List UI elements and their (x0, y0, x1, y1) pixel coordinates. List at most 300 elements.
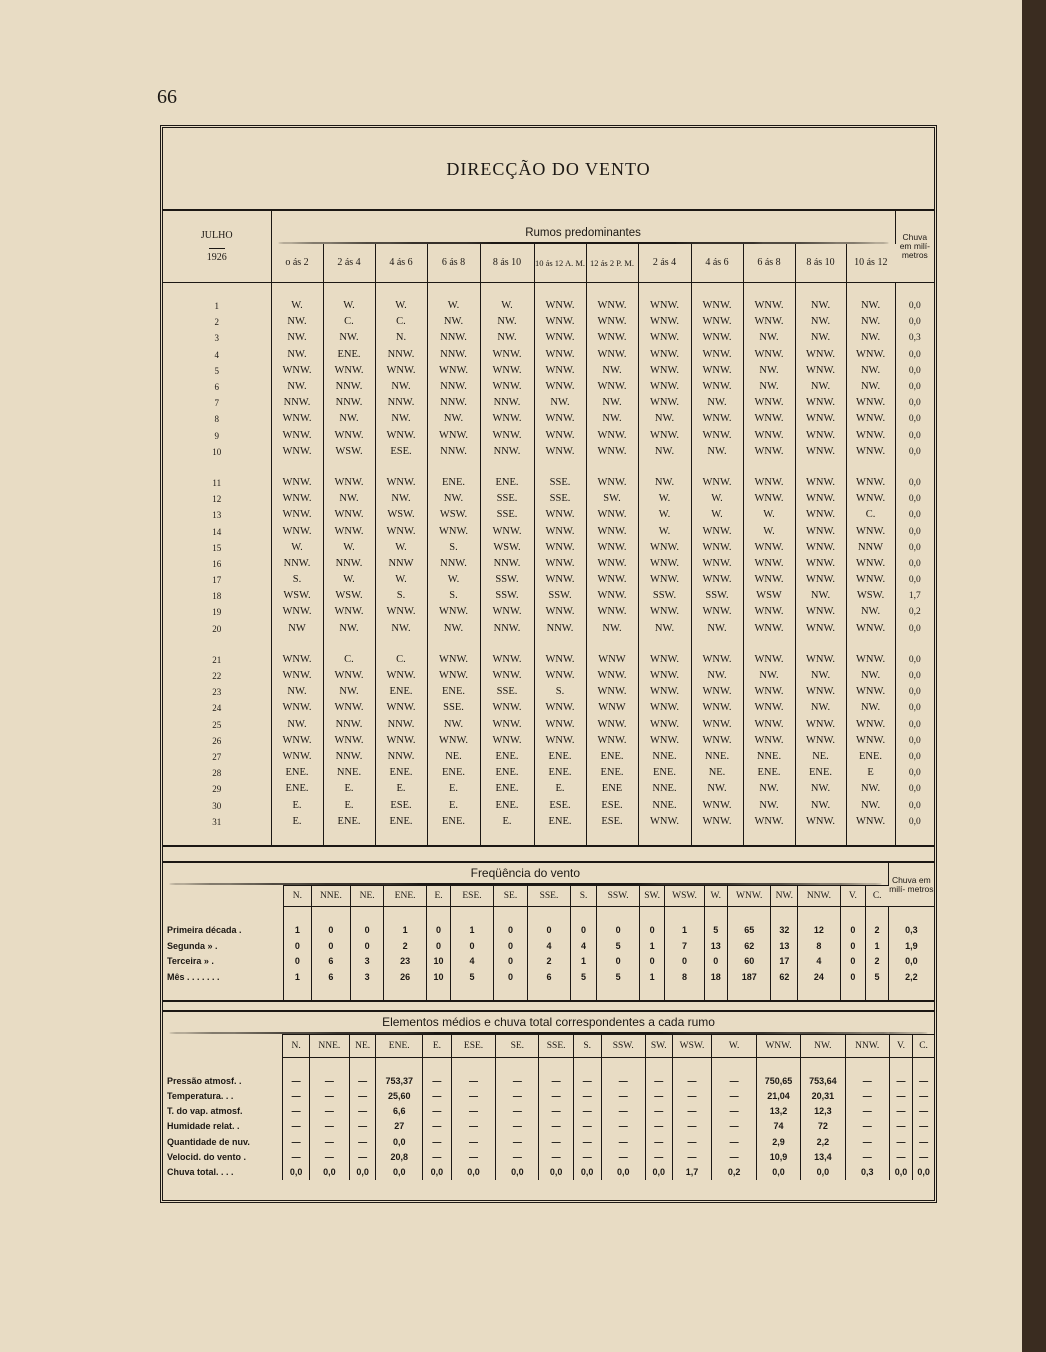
frequency-value: 1 (866, 938, 888, 954)
spacer-cell (375, 460, 427, 475)
day-row (163, 572, 934, 588)
spacer-cell (534, 283, 586, 299)
frequency-value: 5 (597, 938, 639, 954)
day-number: 6 (163, 379, 271, 395)
frequency-value: 0 (840, 969, 866, 985)
direction-cell: NW. (795, 797, 846, 813)
spacer-cell (528, 985, 570, 1002)
elements-value: 753,37 (376, 1073, 423, 1088)
direction-cell: WNW. (534, 411, 586, 427)
direction-cell: C. (323, 314, 375, 330)
rain-value: 0,2 (908, 607, 921, 618)
direction-cell: SSE. (480, 507, 534, 523)
direction-cell: NW. (743, 781, 795, 797)
elements-value: 0,0 (283, 1164, 310, 1179)
direction-cell: NNW. (323, 749, 375, 765)
frequency-rain-header: Chuva em milí- metros (888, 862, 934, 907)
direction-cell: WNW. (271, 363, 323, 379)
elements-value: — (889, 1073, 912, 1088)
spacer-cell (895, 637, 934, 652)
spacer-cell (423, 1058, 452, 1074)
direction-cell: WNW. (323, 507, 375, 523)
direction-cell: WNW. (795, 395, 846, 411)
direction-cell: SSW. (480, 588, 534, 604)
elements-row (163, 1134, 934, 1149)
direction-cell: WNW. (691, 347, 743, 363)
frequency-col-header: ESE. (451, 886, 493, 907)
elements-value: — (539, 1104, 573, 1119)
elements-value: — (919, 1151, 929, 1162)
elements-row-label: T. do vap. atmosf. (163, 1104, 283, 1119)
direction-cell: WNW. (795, 556, 846, 572)
direction-cell: WNW. (638, 733, 691, 749)
spacer-cell (309, 1058, 349, 1074)
spacer-cell (727, 985, 771, 1002)
frequency-row (163, 923, 934, 939)
hour-header: 6 ás 8 (427, 244, 480, 283)
frequency-value: 0 (704, 954, 727, 970)
direction-cell: E. (375, 781, 427, 797)
direction-cell: NW. (323, 330, 375, 346)
direction-cell: WNW. (480, 604, 534, 620)
spacer-cell (639, 985, 665, 1002)
spacer-cell (798, 907, 840, 923)
direction-cell: W. (691, 507, 743, 523)
direction-cell: WNW. (638, 363, 691, 379)
direction-cell: WNW. (586, 588, 638, 604)
direction-cell: ENE. (586, 749, 638, 765)
spacer-cell (384, 985, 426, 1002)
day-row (163, 668, 934, 684)
spacer-cell (323, 637, 375, 652)
spacer-cell (586, 460, 638, 475)
direction-cell: WNW. (534, 363, 586, 379)
direction-cell: NW. (271, 379, 323, 395)
direction-cell: WNW. (691, 652, 743, 668)
spacer-cell (691, 637, 743, 652)
direction-cell: WNW. (586, 444, 638, 460)
direction-cell: WNW. (638, 717, 691, 733)
spacer-cell (846, 283, 895, 299)
day-number: 16 (163, 556, 271, 572)
direction-cell: ENE. (375, 684, 427, 700)
direction-cell: WNW. (795, 652, 846, 668)
direction-cell: W. (427, 572, 480, 588)
direction-cell: ENE. (586, 765, 638, 781)
day-number: 5 (163, 363, 271, 379)
spacer-cell (801, 1058, 845, 1074)
spacer-cell (691, 283, 743, 299)
rain-value: 0,0 (908, 558, 921, 569)
frequency-row-label: Mês . . . . . . . (163, 969, 283, 985)
elements-value: — (423, 1073, 452, 1088)
direction-cell: WNW. (795, 684, 846, 700)
direction-cell: WNW. (534, 700, 586, 716)
day-number: 28 (163, 765, 271, 781)
direction-cell: WNW. (743, 572, 795, 588)
direction-cell: WNW. (638, 347, 691, 363)
spacer-cell (639, 907, 665, 923)
day-row (163, 765, 934, 781)
direction-cell: SSW. (534, 588, 586, 604)
direction-cell: NW. (323, 621, 375, 637)
direction-cell: S. (271, 572, 323, 588)
direction-cell: WNW. (586, 540, 638, 556)
day-number: 31 (163, 814, 271, 830)
frequency-row-label: Segunda » . (163, 938, 283, 954)
year-label: 1926 (206, 251, 227, 263)
frequency-value: 1 (639, 969, 665, 985)
direction-cell: W. (323, 298, 375, 314)
rain-value: 0,0 (908, 398, 921, 409)
spacer-cell (323, 830, 375, 846)
direction-cell: NW. (271, 717, 323, 733)
rain-value: 0,3 (908, 333, 921, 344)
direction-cell: NNW. (323, 395, 375, 411)
direction-cell: WNW. (691, 717, 743, 733)
spacer-cell (665, 907, 704, 923)
frequency-value: 10 (426, 954, 451, 970)
elements-value: 0,0 (645, 1164, 672, 1179)
frequency-value: 0 (493, 938, 528, 954)
frequency-value: 0 (451, 938, 493, 954)
direction-cell: WNW. (586, 717, 638, 733)
spacer-cell (743, 460, 795, 475)
day-number: 8 (163, 411, 271, 427)
elements-col-header: WSW. (672, 1035, 712, 1058)
elements-col-header: NW. (801, 1035, 845, 1058)
direction-cell: WNW. (846, 733, 895, 749)
day-row (163, 491, 934, 507)
frequency-value: 1 (283, 923, 311, 939)
rain-value: 0,0 (908, 623, 921, 634)
spacer-cell (349, 1058, 376, 1074)
elements-value: 0,0 (496, 1164, 539, 1179)
spacer-cell (163, 1058, 283, 1074)
direction-cell: SSW. (638, 588, 691, 604)
direction-cell: WNW. (375, 428, 427, 444)
frequency-value: 0 (350, 923, 383, 939)
direction-cell: NW. (586, 395, 638, 411)
direction-cell: NW. (795, 314, 846, 330)
direction-cell: WNW. (638, 700, 691, 716)
frequency-table (163, 861, 934, 1002)
spacer-cell (163, 907, 283, 923)
direction-cell: E. (323, 797, 375, 813)
direction-cell: NW. (691, 621, 743, 637)
direction-cell: WNW. (534, 347, 586, 363)
direction-cell: WNW (586, 700, 638, 716)
elements-value: 13,2 (756, 1104, 800, 1119)
elements-value: — (539, 1149, 573, 1164)
elements-value: 0,0 (376, 1134, 423, 1149)
elements-value: — (601, 1119, 645, 1134)
direction-cell: WNW. (691, 814, 743, 830)
hour-header: 8 ás 10 (795, 244, 846, 283)
frequency-value: 0 (283, 954, 311, 970)
direction-cell: WNW. (375, 668, 427, 684)
direction-cell: WSW. (271, 588, 323, 604)
direction-cell: NNW. (427, 347, 480, 363)
frequency-col-header: W. (704, 886, 727, 907)
direction-cell: ENE. (534, 749, 586, 765)
direction-cell: WNW. (638, 330, 691, 346)
day-row (163, 347, 934, 363)
direction-cell: WNW. (846, 428, 895, 444)
day-row (163, 781, 934, 797)
direction-cell: WNW. (586, 733, 638, 749)
direction-cell: ENE. (795, 765, 846, 781)
spacer-cell (376, 1058, 423, 1074)
direction-cell: NNW. (323, 379, 375, 395)
direction-cell: WNW. (534, 652, 586, 668)
frequency-value: 4 (528, 938, 570, 954)
day-number: 22 (163, 668, 271, 684)
spacer-cell (271, 637, 323, 652)
direction-cell: ENE. (480, 781, 534, 797)
rain-value: 0,0 (908, 735, 921, 746)
direction-cell: WNW. (638, 395, 691, 411)
elements-value: — (539, 1073, 573, 1088)
direction-cell: WNW. (743, 540, 795, 556)
direction-cell: NW. (743, 797, 795, 813)
elements-col-header: S. (573, 1035, 601, 1058)
direction-cell: WNW. (427, 363, 480, 379)
elements-col-header: ESE. (451, 1035, 495, 1058)
direction-cell: WNW. (375, 475, 427, 491)
elements-value: — (573, 1149, 601, 1164)
direction-cell: NNW. (534, 621, 586, 637)
spacer-cell (375, 830, 427, 846)
direction-cell: WNW. (534, 733, 586, 749)
elements-value: — (309, 1104, 349, 1119)
rain-value: 0,0 (908, 510, 921, 521)
hour-header: 10 ás 12 A. M. (534, 244, 586, 283)
direction-cell: WNW. (534, 540, 586, 556)
frequency-value: 8 (798, 938, 840, 954)
direction-cell: NW. (271, 330, 323, 346)
elements-row-label: Pressão atmosf. . (163, 1073, 283, 1088)
elements-value: 0,0 (601, 1164, 645, 1179)
spacer-cell (323, 283, 375, 299)
spacer-cell (798, 985, 840, 1002)
day-row (163, 363, 934, 379)
frequency-rain: 1,9 (905, 940, 918, 951)
frequency-value: 4 (451, 954, 493, 970)
direction-cell: WNW. (586, 379, 638, 395)
direction-cell: WNW. (691, 540, 743, 556)
direction-cell: ENE. (480, 765, 534, 781)
direction-cell: WNW. (638, 428, 691, 444)
frequency-value: 0 (840, 923, 866, 939)
direction-cell: NNW. (375, 395, 427, 411)
direction-cell: WNW. (480, 668, 534, 684)
spacer-cell (426, 985, 451, 1002)
frequency-value: 5 (866, 969, 888, 985)
decade-gap (163, 637, 934, 652)
direction-cell: W. (375, 540, 427, 556)
elements-value: 0,0 (349, 1164, 376, 1179)
direction-cell: WNW. (271, 652, 323, 668)
direction-cell: WNW. (743, 298, 795, 314)
elements-value: 72 (801, 1119, 845, 1134)
direction-cell: NW. (846, 298, 895, 314)
spacer-cell (480, 460, 534, 475)
direction-cell: E (846, 765, 895, 781)
frequency-col-header: SW. (639, 886, 665, 907)
elements-value: — (539, 1088, 573, 1103)
elements-col-header: WNW. (756, 1035, 800, 1058)
day-row (163, 717, 934, 733)
spacer-cell (672, 1058, 712, 1074)
day-row (163, 540, 934, 556)
frequency-col-header: E. (426, 886, 451, 907)
direction-cell: WNW. (743, 395, 795, 411)
hour-header: 12 ás 2 P. M. (586, 244, 638, 283)
direction-cell: SSE. (534, 475, 586, 491)
elements-row-label: Chuva total. . . . (163, 1164, 283, 1179)
direction-cell: NNE. (743, 749, 795, 765)
day-number: 18 (163, 588, 271, 604)
direction-cell: WNW. (691, 298, 743, 314)
direction-cell: WNW. (534, 330, 586, 346)
elements-value: — (889, 1104, 912, 1119)
direction-cell: NW. (743, 379, 795, 395)
frequency-value: 26 (384, 969, 426, 985)
spacer-cell (771, 907, 798, 923)
frequency-title: Freqüência do vento (163, 862, 888, 886)
frequency-value: 0 (597, 954, 639, 970)
direction-cell: NNE. (323, 765, 375, 781)
elements-col-header: W. (712, 1035, 756, 1058)
elements-value: — (919, 1136, 929, 1147)
direction-cell: WNW. (323, 668, 375, 684)
direction-cell: NW. (586, 363, 638, 379)
spacer-cell (283, 907, 311, 923)
frequency-value: 17 (771, 954, 798, 970)
rain-value: 0,0 (908, 687, 921, 698)
frequency-rain: 0,3 (905, 925, 918, 936)
direction-cell: WNW. (638, 814, 691, 830)
direction-cell: WNW. (534, 298, 586, 314)
direction-cell: WNW. (323, 604, 375, 620)
day-row (163, 395, 934, 411)
direction-cell: ENE. (323, 814, 375, 830)
elements-col-header: NNE. (309, 1035, 349, 1058)
direction-cell: WNW (586, 652, 638, 668)
spacer-cell (271, 830, 323, 846)
direction-cell: WNW. (375, 523, 427, 539)
frequency-value: 12 (798, 923, 840, 939)
spacer-cell (375, 637, 427, 652)
frequency-col-header: N. (283, 886, 311, 907)
direction-cell: NNW. (271, 395, 323, 411)
elements-value: — (283, 1088, 310, 1103)
direction-cell: NW. (586, 621, 638, 637)
direction-cell: WNW. (691, 604, 743, 620)
spacer-cell (889, 1058, 912, 1074)
spacer-cell (570, 985, 597, 1002)
direction-cell: WNW. (743, 700, 795, 716)
rumos-label: Rumos predominantes (525, 227, 641, 239)
elements-value: — (645, 1088, 672, 1103)
elements-value: — (573, 1134, 601, 1149)
day-number: 29 (163, 781, 271, 797)
spacer-cell (866, 907, 888, 923)
direction-cell: WNW. (271, 491, 323, 507)
direction-cell: E. (427, 781, 480, 797)
elements-value: — (349, 1104, 376, 1119)
elements-row-label: Humidade relat. . (163, 1119, 283, 1134)
direction-cell: NNW. (427, 556, 480, 572)
direction-cell: WNW. (638, 379, 691, 395)
spacer-cell (283, 1058, 310, 1074)
frequency-col-header: SSE. (528, 886, 570, 907)
direction-cell: ESE. (375, 444, 427, 460)
frequency-value: 62 (727, 938, 771, 954)
spacer-cell (586, 283, 638, 299)
spacer-cell (427, 460, 480, 475)
elements-value: — (889, 1149, 912, 1164)
direction-cell: WNW. (691, 733, 743, 749)
direction-cell: SSW. (691, 588, 743, 604)
direction-cell: NW. (271, 347, 323, 363)
frequency-value: 6 (528, 969, 570, 985)
direction-cell: WNW. (795, 717, 846, 733)
day-number: 15 (163, 540, 271, 556)
elements-value: 12,3 (801, 1104, 845, 1119)
direction-cell: WNW. (323, 523, 375, 539)
day-row (163, 733, 934, 749)
direction-cell: NW. (638, 621, 691, 637)
direction-cell: E. (271, 797, 323, 813)
elements-row (163, 1104, 934, 1119)
direction-cell: NW. (691, 444, 743, 460)
elements-value: — (573, 1073, 601, 1088)
direction-cell: NW. (375, 491, 427, 507)
direction-cell: NW. (795, 588, 846, 604)
direction-cell: NNW. (375, 347, 427, 363)
day-number: 23 (163, 684, 271, 700)
frequency-value: 5 (451, 969, 493, 985)
direction-cell: S. (534, 684, 586, 700)
spacer-cell (427, 283, 480, 299)
direction-cell: WNW. (691, 700, 743, 716)
frequency-value: 0 (840, 938, 866, 954)
direction-cell: WSW. (427, 507, 480, 523)
elements-value: 2,9 (756, 1134, 800, 1149)
elements-value: 6,6 (376, 1104, 423, 1119)
elements-value: — (496, 1149, 539, 1164)
direction-cell: W. (480, 298, 534, 314)
direction-cell: WNW. (691, 428, 743, 444)
direction-cell: WNW. (271, 444, 323, 460)
direction-cell: E. (534, 781, 586, 797)
spacer-cell (451, 907, 493, 923)
day-row (163, 604, 934, 620)
direction-cell: WNW. (638, 652, 691, 668)
rain-value: 0,0 (908, 317, 921, 328)
direction-cell: WNW. (271, 507, 323, 523)
spacer-cell (665, 985, 704, 1002)
elements-value: 13,4 (801, 1149, 845, 1164)
frequency-col-header: NW. (771, 886, 798, 907)
direction-cell: WNW. (743, 556, 795, 572)
spacer-cell (704, 907, 727, 923)
direction-cell: NW. (743, 363, 795, 379)
direction-cell: WNW. (743, 428, 795, 444)
frequency-value: 0 (665, 954, 704, 970)
